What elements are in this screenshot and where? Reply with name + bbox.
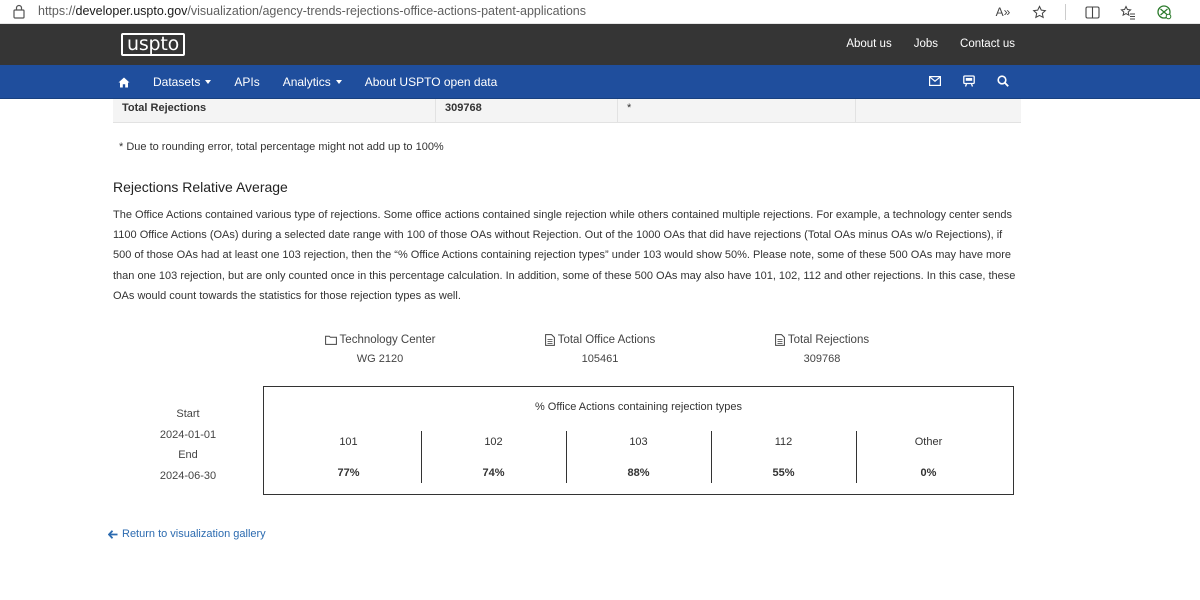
- rejection-pct: 55%: [772, 467, 795, 479]
- return-to-gallery-link[interactable]: [108, 528, 266, 540]
- rejection-col-101: [276, 431, 421, 483]
- favorite-star-icon[interactable]: [1021, 2, 1057, 22]
- nav-apis[interactable]: [234, 75, 259, 89]
- read-aloud-icon[interactable]: A»: [995, 5, 1011, 19]
- folder-icon: [325, 335, 337, 345]
- rejection-types-box: [263, 386, 1014, 495]
- nav-about-label: About USPTO open data: [364, 75, 498, 89]
- site-header: [0, 24, 1200, 65]
- nav-apis-label: APIs: [234, 75, 260, 89]
- nav-analytics[interactable]: [283, 75, 342, 89]
- total-rejections-value: 309768: [803, 353, 841, 365]
- table-cell-empty: [855, 99, 1021, 123]
- summary-total-rejections: [742, 334, 902, 365]
- envelope-icon[interactable]: [928, 74, 942, 88]
- tech-center-value: WG 2120: [356, 353, 404, 365]
- url-prefix: https://: [38, 4, 76, 18]
- about-us-link[interactable]: About us: [846, 38, 892, 50]
- rejection-code: 103: [629, 436, 648, 448]
- table-row-total-rejections: [113, 99, 1021, 123]
- rejection-col-102: [421, 431, 566, 483]
- section-paragraph: The Office Actions contained various type of rejections. Some office actions contained single rejection while others contained multiple rejections. For example, a technology center sends 1100 Office Actions (OAs) during a selected date range with 100 of those OAs without Rejection. Out of the 1000 OAs that did have rejections (Total OAs minus OAs w/o Rejections), if 500 of those OAs had at least one 103 rejection, then the “% Office Actions containing rejection types” under 103 would show 50%. Please note, some of these 500 OAs may have more than one 103 rejection, but are only counted once in this percentage calculation. In addition, some of these 500 OAs may also have 101, 102, 112 and other rejections. In this case, these OAs would count towards the statistics for those rejection types as well.: [113, 209, 1016, 302]
- rejection-col-other: [856, 431, 1001, 483]
- rejection-code: Other: [914, 436, 943, 448]
- rejection-code: 102: [484, 436, 503, 448]
- start-date: 2024-01-01: [159, 428, 217, 441]
- url-host: developer.uspto.gov: [75, 4, 188, 18]
- end-date: 2024-06-30: [159, 469, 217, 482]
- url-field[interactable]: [38, 4, 586, 18]
- rejection-pct: 77%: [337, 467, 360, 479]
- nav-datasets[interactable]: [153, 75, 211, 89]
- toolbar-divider: [1065, 4, 1066, 20]
- rounding-footnote: * Due to rounding error, total percentage might not add up to 100%: [119, 141, 444, 153]
- section-title: Rejections Relative Average: [113, 179, 288, 195]
- jobs-link[interactable]: Jobs: [913, 38, 939, 50]
- gift-icon[interactable]: [962, 74, 976, 88]
- start-label: Start: [176, 408, 200, 420]
- total-rejections-label: Total Rejections: [787, 334, 870, 346]
- contact-us-link[interactable]: Contact us: [960, 38, 1015, 50]
- url-path: /visualization/agency-trends-rejections-office-actions-patent-applications: [187, 4, 587, 18]
- caret-down-icon: [336, 80, 342, 84]
- rejection-col-112: [711, 431, 856, 483]
- main-nav: [0, 65, 1200, 99]
- rejection-code: 101: [339, 436, 358, 448]
- rejection-pct: 88%: [627, 467, 650, 479]
- favorites-icon[interactable]: [1110, 2, 1146, 22]
- file-icon: [775, 334, 785, 346]
- total-oa-label: Total Office Actions: [557, 334, 656, 346]
- arrow-left-icon: [108, 530, 118, 539]
- nav-about-open-data[interactable]: [365, 75, 498, 89]
- summary-tech-center: [300, 334, 460, 365]
- lock-icon: [12, 4, 26, 19]
- file-icon: [545, 334, 555, 346]
- home-icon[interactable]: [118, 77, 130, 88]
- rejection-code: 112: [774, 436, 793, 448]
- return-link-label: Return to visualization gallery: [122, 528, 266, 540]
- browser-address-bar: [0, 0, 1200, 24]
- table-cell-note: *: [617, 99, 855, 123]
- tech-center-label: Technology Center: [339, 334, 436, 346]
- uspto-logo[interactable]: uspto: [121, 33, 185, 56]
- rejection-col-103: [566, 431, 711, 483]
- nav-datasets-label: Datasets: [153, 75, 201, 89]
- search-icon[interactable]: [996, 74, 1010, 88]
- extension-icon[interactable]: [1146, 2, 1182, 22]
- total-oa-value: 105461: [581, 353, 619, 365]
- table-cell-value: 309768: [435, 99, 617, 123]
- caret-down-icon: [205, 80, 211, 84]
- summary-total-office-actions: [520, 334, 680, 365]
- nav-analytics-label: Analytics: [282, 75, 331, 89]
- end-label: End: [178, 449, 198, 461]
- rejection-pct: 74%: [482, 467, 505, 479]
- table-cell-label: Total Rejections: [122, 102, 207, 114]
- split-screen-icon[interactable]: [1074, 2, 1110, 22]
- rejection-pct: 0%: [920, 467, 937, 479]
- rejection-box-title: % Office Actions containing rejection types: [534, 401, 743, 413]
- date-range: [148, 404, 228, 486]
